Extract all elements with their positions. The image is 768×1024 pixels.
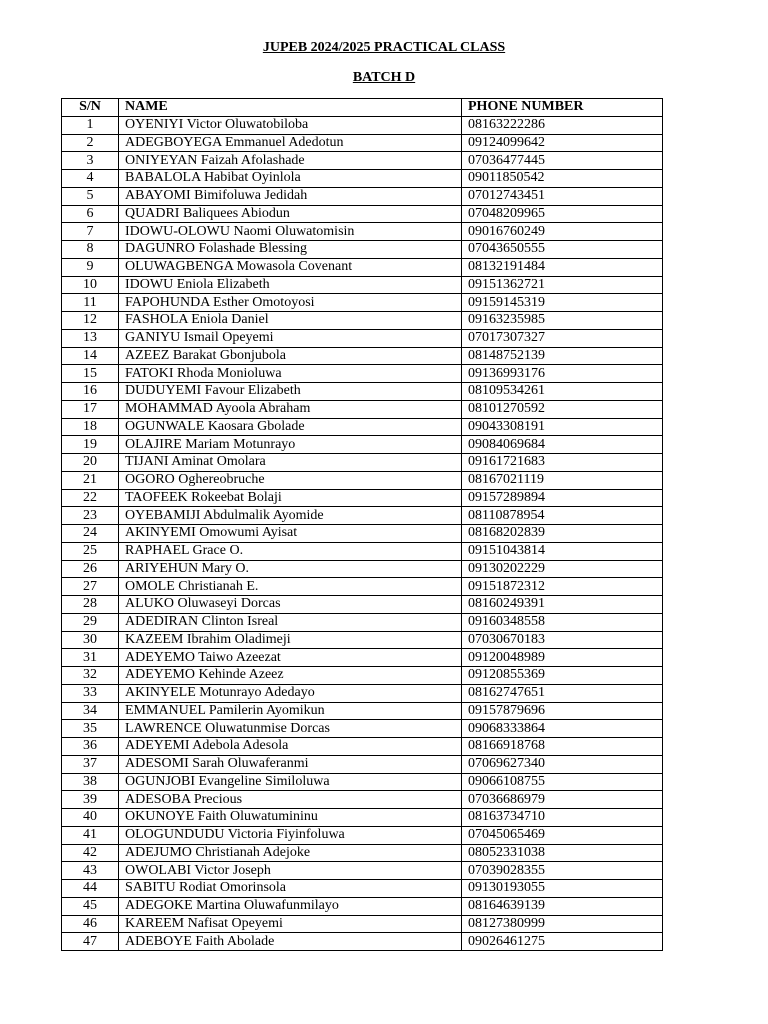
- student-name-cell: FASHOLA Eniola Daniel: [119, 312, 462, 330]
- batch-subtitle: BATCH D: [352, 70, 416, 85]
- serial-number-cell: 15: [62, 365, 119, 383]
- table-row: [62, 471, 663, 489]
- table-row: [62, 134, 663, 152]
- serial-number-cell: 45: [62, 897, 119, 915]
- table-row: [62, 525, 663, 543]
- student-name-cell: ONIYEYAN Faizah Afolashade: [119, 152, 462, 170]
- serial-number-cell: 28: [62, 596, 119, 614]
- phone-number-cell: 08164639139: [462, 897, 663, 915]
- student-name-cell: ADEDIRAN Clinton Isreal: [119, 613, 462, 631]
- header-serial-number: S/N: [62, 99, 119, 117]
- phone-number-cell: 08160249391: [462, 596, 663, 614]
- table-row: [62, 933, 663, 951]
- student-name-cell: ADEJUMO Christianah Adejoke: [119, 844, 462, 862]
- serial-number-cell: 37: [62, 755, 119, 773]
- student-name-cell: ARIYEHUN Mary O.: [119, 560, 462, 578]
- serial-number-cell: 26: [62, 560, 119, 578]
- table-row: [62, 738, 663, 756]
- table-row: [62, 897, 663, 915]
- phone-number-cell: 07045065469: [462, 826, 663, 844]
- phone-number-cell: 09043308191: [462, 418, 663, 436]
- table-row: [62, 542, 663, 560]
- student-name-cell: DUDUYEMI Favour Elizabeth: [119, 383, 462, 401]
- table-header: [62, 99, 663, 117]
- phone-number-cell: 09151872312: [462, 578, 663, 596]
- phone-number-cell: 09157879696: [462, 702, 663, 720]
- table-row: [62, 507, 663, 525]
- phone-number-cell: 09011850542: [462, 170, 663, 188]
- student-name-cell: RAPHAEL Grace O.: [119, 542, 462, 560]
- phone-number-cell: 07012743451: [462, 187, 663, 205]
- table-row: [62, 684, 663, 702]
- serial-number-cell: 27: [62, 578, 119, 596]
- phone-number-cell: 07017307327: [462, 329, 663, 347]
- phone-number-cell: 08127380999: [462, 915, 663, 933]
- phone-number-cell: 09163235985: [462, 312, 663, 330]
- student-name-cell: MOHAMMAD Ayoola Abraham: [119, 400, 462, 418]
- student-roster-table: [61, 98, 663, 951]
- table-row: [62, 702, 663, 720]
- serial-number-cell: 20: [62, 454, 119, 472]
- serial-number-cell: 43: [62, 862, 119, 880]
- serial-number-cell: 2: [62, 134, 119, 152]
- table-row: [62, 915, 663, 933]
- phone-number-cell: 07036477445: [462, 152, 663, 170]
- table-row: [62, 347, 663, 365]
- table-row: [62, 773, 663, 791]
- phone-number-cell: 09157289894: [462, 489, 663, 507]
- serial-number-cell: 4: [62, 170, 119, 188]
- student-name-cell: SABITU Rodiat Omorinsola: [119, 880, 462, 898]
- table-row: [62, 205, 663, 223]
- table-row: [62, 223, 663, 241]
- header-phone-number: PHONE NUMBER: [462, 99, 663, 117]
- table-row: [62, 809, 663, 827]
- serial-number-cell: 7: [62, 223, 119, 241]
- student-name-cell: ALUKO Oluwaseyi Dorcas: [119, 596, 462, 614]
- serial-number-cell: 39: [62, 791, 119, 809]
- table-row: [62, 826, 663, 844]
- table-row: [62, 844, 663, 862]
- student-name-cell: EMMANUEL Pamilerin Ayomikun: [119, 702, 462, 720]
- serial-number-cell: 30: [62, 631, 119, 649]
- table-row: [62, 170, 663, 188]
- table-row: [62, 258, 663, 276]
- table-row: [62, 720, 663, 738]
- phone-number-cell: 08167021119: [462, 471, 663, 489]
- phone-number-cell: 07043650555: [462, 241, 663, 259]
- student-name-cell: IDOWU-OLOWU Naomi Oluwatomisin: [119, 223, 462, 241]
- table-row: [62, 613, 663, 631]
- serial-number-cell: 5: [62, 187, 119, 205]
- phone-number-cell: 08101270592: [462, 400, 663, 418]
- phone-number-cell: 08148752139: [462, 347, 663, 365]
- phone-number-cell: 08132191484: [462, 258, 663, 276]
- student-name-cell: LAWRENCE Oluwatunmise Dorcas: [119, 720, 462, 738]
- student-name-cell: KAREEM Nafisat Opeyemi: [119, 915, 462, 933]
- student-name-cell: TIJANI Aminat Omolara: [119, 454, 462, 472]
- student-name-cell: IDOWU Eniola Elizabeth: [119, 276, 462, 294]
- table-row: [62, 578, 663, 596]
- phone-number-cell: 07036686979: [462, 791, 663, 809]
- phone-number-cell: 09124099642: [462, 134, 663, 152]
- serial-number-cell: 9: [62, 258, 119, 276]
- student-name-cell: ABAYOMI Bimifoluwa Jedidah: [119, 187, 462, 205]
- student-name-cell: AZEEZ Barakat Gbonjubola: [119, 347, 462, 365]
- serial-number-cell: 31: [62, 649, 119, 667]
- table-row: [62, 276, 663, 294]
- student-name-cell: BABALOLA Habibat Oyinlola: [119, 170, 462, 188]
- phone-number-cell: 08109534261: [462, 383, 663, 401]
- serial-number-cell: 23: [62, 507, 119, 525]
- student-name-cell: AKINYEMI Omowumi Ayisat: [119, 525, 462, 543]
- header-name: NAME: [119, 99, 462, 117]
- phone-number-cell: 09151043814: [462, 542, 663, 560]
- table-row: [62, 631, 663, 649]
- phone-number-cell: 09151362721: [462, 276, 663, 294]
- phone-number-cell: 09120855369: [462, 667, 663, 685]
- serial-number-cell: 35: [62, 720, 119, 738]
- student-name-cell: OGUNJOBI Evangeline Similoluwa: [119, 773, 462, 791]
- student-name-cell: OYENIYI Victor Oluwatobiloba: [119, 116, 462, 134]
- phone-number-cell: 07048209965: [462, 205, 663, 223]
- table-row: [62, 312, 663, 330]
- student-name-cell: ADEGOKE Martina Oluwafunmilayo: [119, 897, 462, 915]
- table-row: [62, 383, 663, 401]
- phone-number-cell: 09068333864: [462, 720, 663, 738]
- serial-number-cell: 10: [62, 276, 119, 294]
- table-row: [62, 152, 663, 170]
- header-row: [62, 99, 663, 117]
- phone-number-cell: 08162747651: [462, 684, 663, 702]
- student-name-cell: ADEYEMO Taiwo Azeezat: [119, 649, 462, 667]
- student-name-cell: QUADRI Baliquees Abiodun: [119, 205, 462, 223]
- serial-number-cell: 17: [62, 400, 119, 418]
- phone-number-cell: 09136993176: [462, 365, 663, 383]
- serial-number-cell: 42: [62, 844, 119, 862]
- table-row: [62, 489, 663, 507]
- student-name-cell: KAZEEM Ibrahim Oladimeji: [119, 631, 462, 649]
- phone-number-cell: 08163734710: [462, 809, 663, 827]
- table-body: [62, 116, 663, 950]
- student-name-cell: DAGUNRO Folashade Blessing: [119, 241, 462, 259]
- phone-number-cell: 09130193055: [462, 880, 663, 898]
- table-row: [62, 116, 663, 134]
- student-name-cell: GANIYU Ismail Opeyemi: [119, 329, 462, 347]
- serial-number-cell: 3: [62, 152, 119, 170]
- document-title: JUPEB 2024/2025 PRACTICAL CLASS: [262, 40, 506, 55]
- table-row: [62, 187, 663, 205]
- phone-number-cell: 08110878954: [462, 507, 663, 525]
- student-name-cell: AKINYELE Motunrayo Adedayo: [119, 684, 462, 702]
- serial-number-cell: 22: [62, 489, 119, 507]
- serial-number-cell: 33: [62, 684, 119, 702]
- table-row: [62, 294, 663, 312]
- serial-number-cell: 19: [62, 436, 119, 454]
- serial-number-cell: 32: [62, 667, 119, 685]
- phone-number-cell: 09161721683: [462, 454, 663, 472]
- phone-number-cell: 08168202839: [462, 525, 663, 543]
- serial-number-cell: 46: [62, 915, 119, 933]
- table-row: [62, 755, 663, 773]
- phone-number-cell: 07069627340: [462, 755, 663, 773]
- serial-number-cell: 34: [62, 702, 119, 720]
- phone-number-cell: 09026461275: [462, 933, 663, 951]
- serial-number-cell: 14: [62, 347, 119, 365]
- table-row: [62, 791, 663, 809]
- serial-number-cell: 1: [62, 116, 119, 134]
- phone-number-cell: 09160348558: [462, 613, 663, 631]
- table-row: [62, 436, 663, 454]
- table-row: [62, 241, 663, 259]
- phone-number-cell: 09159145319: [462, 294, 663, 312]
- serial-number-cell: 11: [62, 294, 119, 312]
- phone-number-cell: 08163222286: [462, 116, 663, 134]
- serial-number-cell: 21: [62, 471, 119, 489]
- student-name-cell: ADEGBOYEGA Emmanuel Adedotun: [119, 134, 462, 152]
- phone-number-cell: 09120048989: [462, 649, 663, 667]
- student-name-cell: OGORO Oghereobruche: [119, 471, 462, 489]
- student-name-cell: ADEYEMI Adebola Adesola: [119, 738, 462, 756]
- student-name-cell: ADEYEMO Kehinde Azeez: [119, 667, 462, 685]
- serial-number-cell: 25: [62, 542, 119, 560]
- serial-number-cell: 8: [62, 241, 119, 259]
- serial-number-cell: 12: [62, 312, 119, 330]
- student-name-cell: OWOLABI Victor Joseph: [119, 862, 462, 880]
- student-name-cell: OYEBAMIJI Abdulmalik Ayomide: [119, 507, 462, 525]
- student-name-cell: OLUWAGBENGA Mowasola Covenant: [119, 258, 462, 276]
- phone-number-cell: 07030670183: [462, 631, 663, 649]
- phone-number-cell: 08052331038: [462, 844, 663, 862]
- table-row: [62, 365, 663, 383]
- student-name-cell: ADEBOYE Faith Abolade: [119, 933, 462, 951]
- serial-number-cell: 38: [62, 773, 119, 791]
- table-row: [62, 454, 663, 472]
- phone-number-cell: 09084069684: [462, 436, 663, 454]
- serial-number-cell: 16: [62, 383, 119, 401]
- table-row: [62, 596, 663, 614]
- table-row: [62, 667, 663, 685]
- student-name-cell: ADESOMI Sarah Oluwaferanmi: [119, 755, 462, 773]
- phone-number-cell: 07039028355: [462, 862, 663, 880]
- table-row: [62, 418, 663, 436]
- table-row: [62, 400, 663, 418]
- phone-number-cell: 09066108755: [462, 773, 663, 791]
- serial-number-cell: 24: [62, 525, 119, 543]
- student-name-cell: TAOFEEK Rokeebat Bolaji: [119, 489, 462, 507]
- serial-number-cell: 47: [62, 933, 119, 951]
- serial-number-cell: 13: [62, 329, 119, 347]
- serial-number-cell: 29: [62, 613, 119, 631]
- serial-number-cell: 41: [62, 826, 119, 844]
- phone-number-cell: 09016760249: [462, 223, 663, 241]
- serial-number-cell: 40: [62, 809, 119, 827]
- table-row: [62, 560, 663, 578]
- student-name-cell: ADESOBA Precious: [119, 791, 462, 809]
- phone-number-cell: 08166918768: [462, 738, 663, 756]
- student-name-cell: FATOKI Rhoda Monioluwa: [119, 365, 462, 383]
- serial-number-cell: 44: [62, 880, 119, 898]
- table-row: [62, 329, 663, 347]
- serial-number-cell: 36: [62, 738, 119, 756]
- student-name-cell: OLAJIRE Mariam Motunrayo: [119, 436, 462, 454]
- student-name-cell: OKUNOYE Faith Oluwatumininu: [119, 809, 462, 827]
- student-name-cell: FAPOHUNDA Esther Omotoyosi: [119, 294, 462, 312]
- table-row: [62, 649, 663, 667]
- student-name-cell: OLOGUNDUDU Victoria Fiyinfoluwa: [119, 826, 462, 844]
- serial-number-cell: 18: [62, 418, 119, 436]
- student-name-cell: OGUNWALE Kaosara Gbolade: [119, 418, 462, 436]
- serial-number-cell: 6: [62, 205, 119, 223]
- table-row: [62, 880, 663, 898]
- student-name-cell: OMOLE Christianah E.: [119, 578, 462, 596]
- table-row: [62, 862, 663, 880]
- phone-number-cell: 09130202229: [462, 560, 663, 578]
